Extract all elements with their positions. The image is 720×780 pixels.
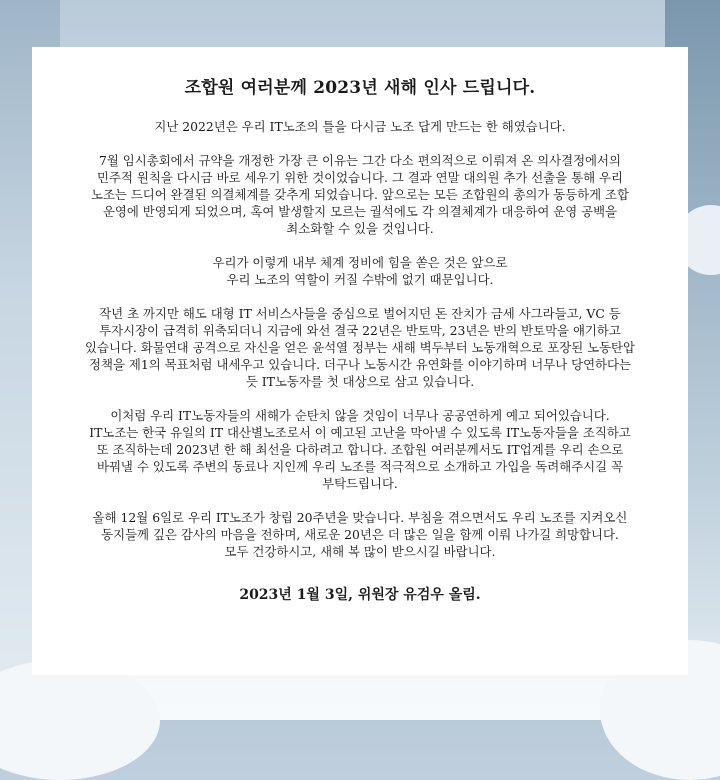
snow-mound-left	[0, 660, 160, 780]
letter-title: 조합원 여러분께 2023년 새해 인사 드립니다.	[184, 78, 536, 98]
letter-paragraph-1: 지난 2022년은 우리 IT노조의 틀을 다시금 노조 답게 만드는 한 해였습니다.	[154, 119, 566, 134]
letter-paragraph-5: 이처럼 우리 IT노동자들의 새해가 순탄치 않을 것임이 너무나 공공연하게 예고 되어있습니다. IT노조는 한국 유일의 IT 대산별노조로서 이 예고된 고난을 막아낼 수 있도록 IT노동자들을 조직하고 또 조직하는데 2023년 한 해 최선을 다하려고 합니다. 조합원 여러분께서도 IT업계를 우리 손으로 바꿔낼 수 있도록 주변의 동료나 지인께 우리 노조를 적극적으로 소개하고 가입을 독려해주시길 꼭 부탁드립니다.	[89, 408, 631, 491]
letter-paragraph-3: 우리가 이렇게 내부 체계 정비에 힘을 쏟은 것은 앞으로 우리 노조의 역할이 커질 수밖에 없기 때문입니다.	[212, 255, 508, 287]
letter-signature: 2023년 1월 3일, 위원장 유검우 올림.	[239, 587, 481, 603]
letter-card	[32, 47, 688, 675]
letter-paragraph-4: 작년 초 까지만 해도 대형 IT 서비스사들을 중심으로 벌어지던 돈 잔치가 금세 사그라들고, VC 등 투자시장이 급격히 위축되더니 지금에 와선 결국 22년은 반토막, 23년은 반의 반토막을 얘기하고 있습니다. 화물연대 공격으로 자신을 얻은 윤석열 정부는 새해 벽두부터 노동개혁으로 포장된 노동탄압 정책을 제1의 목표처럼 내세우고 있습니다. 더구나 노동시간 유연화를 이야기하며 너무나 당연하다는 듯 IT노동자를 첫 대상으로 삼고 있습니다.	[85, 306, 635, 389]
letter-paragraph-6: 올해 12월 6일로 우리 IT노조가 창립 20주년을 맞습니다. 부침을 겪으면서도 우리 노조를 지켜오신 동지들께 깊은 감사의 마음을 전하며, 새로운 20년은 더 많은 일을 함께 이뤄 나가길 희망합니다. 모두 건강하시고, 새해 복 많이 받으시길 바랍니다.	[92, 510, 628, 559]
letter-paragraph-2: 7월 임시총회에서 규약을 개정한 가장 큰 이유는 그간 다소 편의적으로 이뤄져 온 의사결정에서의 민주적 원칙을 다시금 바로 세우기 위한 것이었습니다. 그 결과 연말 대의원 추가 선출을 통해 우리 노조는 드디어 완결된 의결체계를 갖추게 되었습니다. 앞으로는 모든 조합원의 총의가 동등하게 조합 운영에 반영되게 되었으며, 혹여 발생할지 모르는 궐석에도 각 의결체계가 대응하여 운영 공백을 최소화할 수 있을 것입니다.	[90, 153, 629, 236]
